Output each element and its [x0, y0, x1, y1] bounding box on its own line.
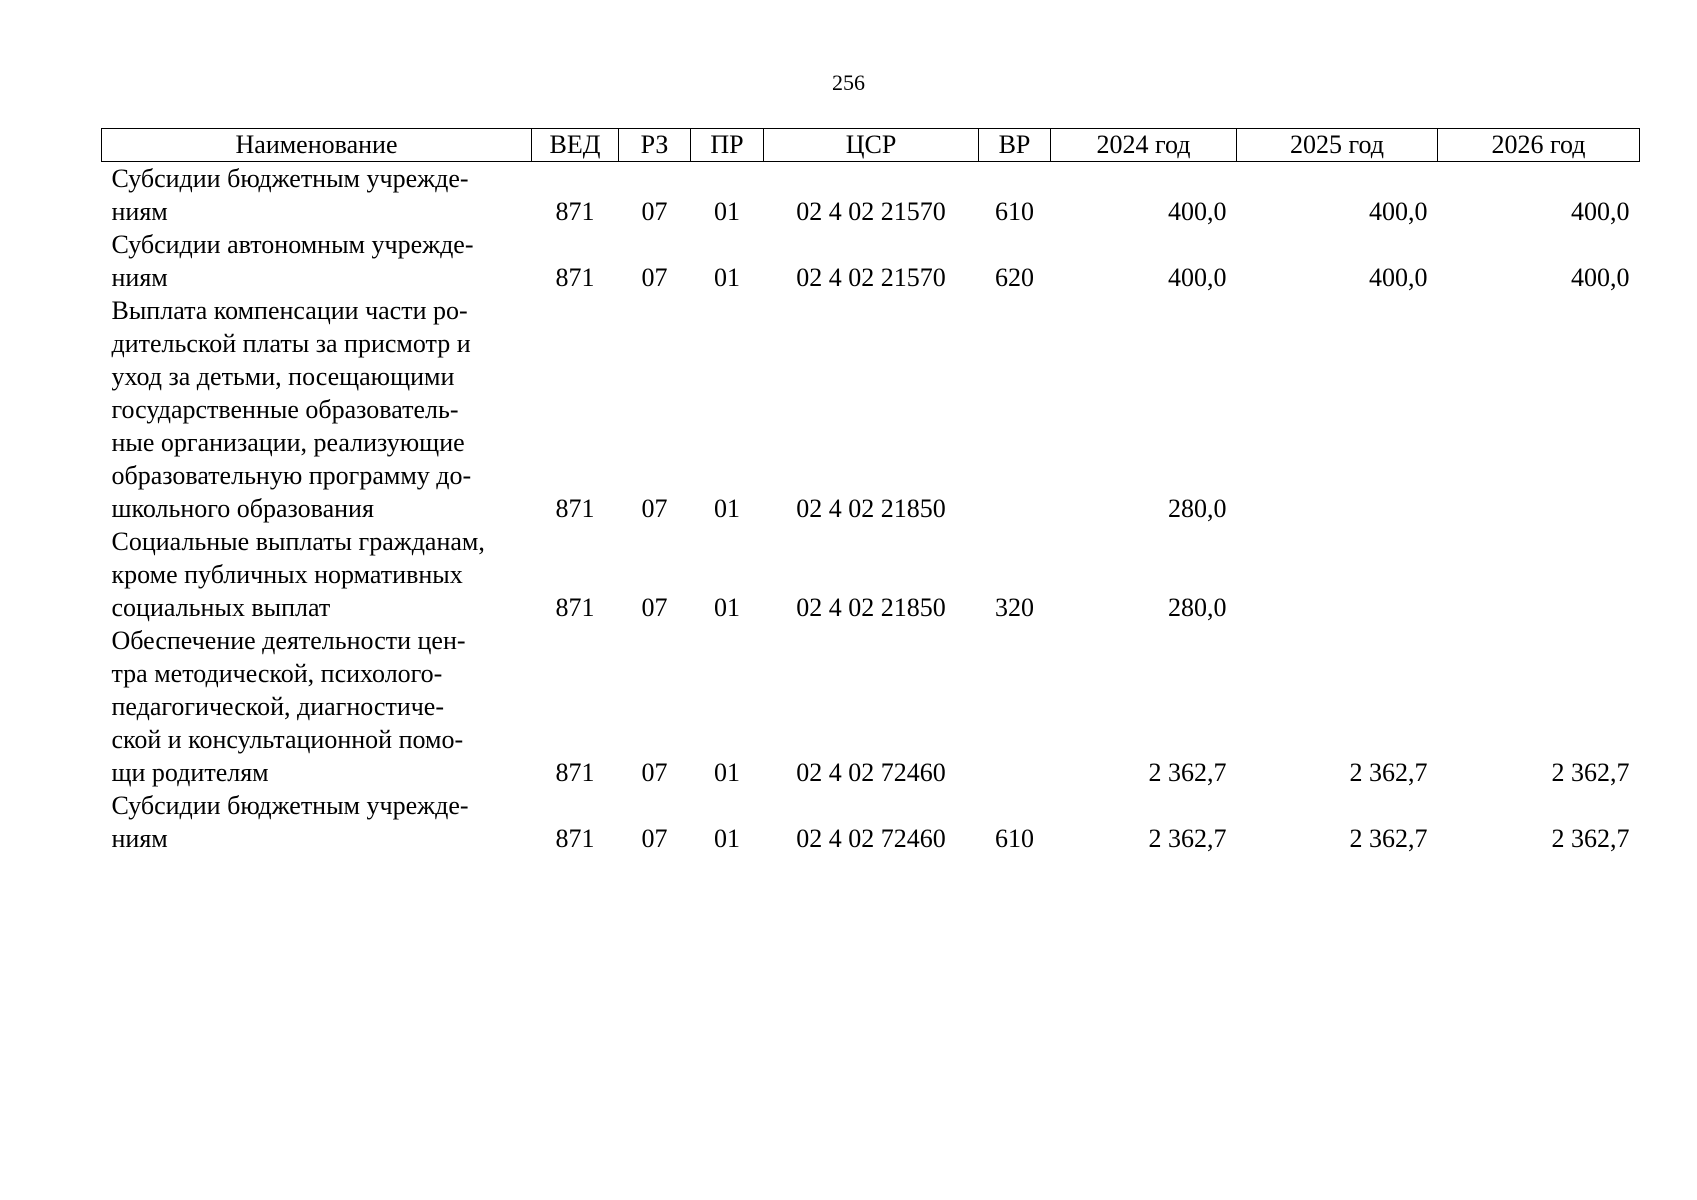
- cell-name-line: ные организации, реализующие: [111, 428, 465, 457]
- header-ved: ВЕД: [532, 129, 619, 162]
- cell-name-line: Субсидии автономным учрежде-: [111, 230, 474, 259]
- cell-vr: 320: [995, 593, 1034, 622]
- header-2026: 2026 год: [1438, 129, 1640, 162]
- table-header: [102, 129, 1640, 162]
- cell-name: [102, 789, 532, 855]
- cell-csr: 02 4 02 21850: [796, 494, 946, 523]
- cell-2025: 2 362,7: [1349, 758, 1428, 787]
- cell-pr: 01: [714, 824, 740, 853]
- cell-pr: 01: [714, 494, 740, 523]
- table-row: [102, 162, 1640, 229]
- cell-vr: [979, 624, 1051, 789]
- cell-rz: 07: [641, 758, 668, 787]
- cell-2025: [1237, 525, 1438, 624]
- cell-pr: 01: [714, 758, 740, 787]
- table-row: [102, 624, 1640, 789]
- table-row: [102, 294, 1640, 525]
- cell-2026: 400,0: [1571, 263, 1630, 292]
- cell-vr: 610: [995, 197, 1034, 226]
- header-csr: ЦСР: [764, 129, 979, 162]
- cell-2024: 2 362,7: [1148, 758, 1227, 787]
- cell-ved: 871: [555, 263, 595, 292]
- cell-name: [102, 525, 532, 624]
- cell-2026: 400,0: [1571, 197, 1630, 226]
- cell-name-line: тра методической, психолого-: [111, 659, 443, 688]
- cell-name-line: дительской платы за присмотр и: [111, 329, 471, 358]
- header-2024: 2024 год: [1051, 129, 1237, 162]
- table-row: [102, 525, 1640, 624]
- cell-2024: 280,0: [1168, 593, 1227, 622]
- cell-2024: 400,0: [1168, 197, 1227, 226]
- cell-pr: 01: [714, 593, 740, 622]
- cell-2026: [1438, 525, 1640, 624]
- header-pr: ПР: [691, 129, 764, 162]
- cell-ved: 871: [555, 593, 595, 622]
- cell-2026: 2 362,7: [1551, 824, 1630, 853]
- cell-name-line: Выплата компенсации части ро-: [111, 296, 468, 325]
- cell-csr: 02 4 02 72460: [796, 824, 946, 853]
- cell-name-line: Субсидии бюджетным учрежде-: [111, 791, 469, 820]
- header-vr: ВР: [979, 129, 1051, 162]
- cell-rz: 07: [641, 263, 668, 292]
- cell-csr: 02 4 02 21570: [796, 197, 946, 226]
- cell-ved: 871: [555, 197, 595, 226]
- cell-csr: 02 4 02 21570: [796, 263, 946, 292]
- cell-name: [102, 228, 532, 294]
- cell-ved: 871: [555, 494, 595, 523]
- table-row: [102, 789, 1640, 855]
- cell-pr: 01: [714, 263, 740, 292]
- cell-vr: 620: [995, 263, 1034, 292]
- cell-name-line: ниям: [111, 197, 168, 226]
- cell-vr: 610: [995, 824, 1034, 853]
- cell-name-line: Обеспечение деятельности цен-: [111, 626, 466, 655]
- table-row: [102, 228, 1640, 294]
- cell-name-line: Социальные выплаты гражданам,: [111, 527, 485, 556]
- cell-2025: [1237, 294, 1438, 525]
- cell-2024: 2 362,7: [1148, 824, 1227, 853]
- cell-name-line: уход за детьми, посещающими: [111, 362, 455, 391]
- cell-ved: 871: [555, 758, 595, 787]
- cell-name-line: щи родителям: [111, 758, 269, 787]
- cell-rz: 07: [641, 197, 668, 226]
- cell-rz: 07: [641, 494, 668, 523]
- cell-name-line: государственные образователь-: [111, 395, 459, 424]
- cell-csr: 02 4 02 21850: [796, 593, 946, 622]
- cell-2025: 400,0: [1369, 263, 1428, 292]
- cell-2026: 2 362,7: [1551, 758, 1630, 787]
- cell-name: [102, 294, 532, 525]
- header-row: [102, 129, 1640, 162]
- cell-name-line: школьного образования: [111, 494, 374, 523]
- cell-name-line: ской и консультационной помо-: [111, 725, 464, 754]
- cell-name-line: Субсидии бюджетным учрежде-: [111, 164, 469, 193]
- header-name: Наименование: [102, 129, 532, 162]
- cell-name-line: ниям: [111, 263, 168, 292]
- header-2025: 2025 год: [1237, 129, 1438, 162]
- header-rz: РЗ: [619, 129, 691, 162]
- cell-rz: 07: [641, 824, 668, 853]
- cell-2024: 280,0: [1168, 494, 1227, 523]
- cell-name-line: педагогической, диагностиче-: [111, 692, 445, 721]
- cell-ved: 871: [555, 824, 595, 853]
- cell-vr: [979, 294, 1051, 525]
- page-number: 256: [832, 70, 865, 95]
- cell-2025: 2 362,7: [1349, 824, 1428, 853]
- cell-2025: 400,0: [1369, 197, 1428, 226]
- cell-name-line: ниям: [111, 824, 168, 853]
- cell-name-line: социальных выплат: [111, 593, 331, 622]
- cell-name-line: кроме публичных нормативных: [111, 560, 463, 589]
- cell-2026: [1438, 294, 1640, 525]
- table-body: [102, 162, 1640, 856]
- cell-csr: 02 4 02 72460: [796, 758, 946, 787]
- cell-name: [102, 624, 532, 789]
- cell-2024: 400,0: [1168, 263, 1227, 292]
- cell-pr: 01: [714, 197, 740, 226]
- cell-name-line: образовательную программу до-: [111, 461, 472, 490]
- cell-name: [102, 162, 532, 229]
- budget-table-container: [101, 128, 1639, 855]
- budget-table: [101, 128, 1640, 855]
- cell-rz: 07: [641, 593, 668, 622]
